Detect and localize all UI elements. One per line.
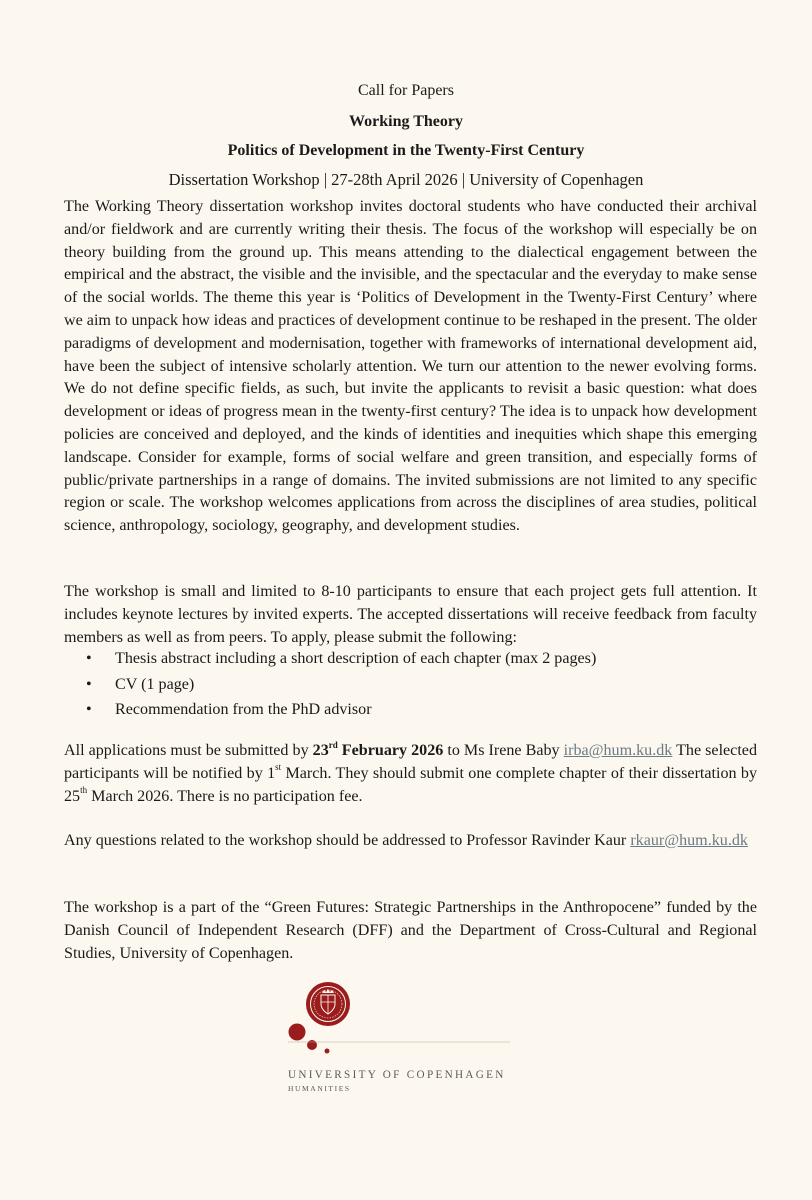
requirements-list bbox=[86, 648, 596, 725]
bullet-icon: • bbox=[86, 675, 92, 693]
faculty-name: HUMANITIES bbox=[288, 1084, 351, 1093]
workshop-details: Dissertation Workshop | 27-28th April 2026 | University of Copenhagen bbox=[168, 170, 644, 189]
university-logo bbox=[280, 980, 520, 1100]
funding-paragraph: The workshop is a part of the “Green Futures: Strategic Partnerships in the Anthropocene” funded by the Danish Council of Independent Research (DFF) and the Department of Cross-Cultural and Regional Studies, University of Copenhagen. bbox=[64, 899, 757, 962]
application-paragraph: The workshop is small and limited to 8-10 participants to ensure that each project gets full attention. It includes keynote lectures by invited experts. The accepted dissertations will receive feedback from faculty members as well as from peers. To apply, please submit the following: bbox=[64, 583, 757, 646]
logo-dot-medium bbox=[307, 1040, 317, 1050]
university-name: UNIVERSITY OF COPENHAGEN bbox=[288, 1069, 506, 1081]
logo-dot-small bbox=[325, 1049, 330, 1054]
list-item: • Thesis abstract including a short description of each chapter (max 2 pages) bbox=[86, 648, 596, 674]
workshop-theme: Politics of Development in the Twenty-First Century bbox=[227, 142, 585, 159]
intro-paragraph: The Working Theory dissertation workshop invites doctoral students who have conducted their archival and/or fieldwork and are currently writing their thesis. The focus of the workshop will especially be on theory building from the ground up. This means attending to the dialectical engagement between the empirical and the abstract, the visible and the invisible, and the spectacular and the everyday to make sense of the social worlds. The theme this year is ‘Politics of Development in the Twenty-First Century’ where we aim to unpack how ideas and practices of development continue to be reshaped in the present. The older paradigms of development and modernisation, together with frameworks of international development aid, have been the subject of intensive scholarly attention. We turn our attention to the newer evolving forms. We do not define specific fields, as such, but invite the applicants to revisit a basic question: what does development or ideas of progress mean in the twenty-first century? The idea is to unpack how development policies are conceived and deployed, and the kinds of identities and inequities which shape this emerging landscape. Consider for example, forms of social welfare and green transition, and especially forms of public/private partnerships in a range of domains. The invited submissions are not limited to any specific region or scale. The workshop welcomes applications from across the disciplines of area studies, political science, anthropology, sociology, geography, and development studies. bbox=[64, 198, 757, 535]
deadline-date: 23rd February 2026 bbox=[312, 739, 444, 759]
list-item: • CV (1 page) bbox=[86, 674, 596, 700]
deadline-paragraph: All applications must be submitted by 23rd February 2026 to Ms Irene Baby irba@hum.ku.dk The selected participants will be notified by 1st March. They should submit one complete chapter of their dissertation by 25th March 2026. There is no participation fee. bbox=[64, 739, 757, 805]
questions-paragraph: Any questions related to the workshop should be addressed to Professor Ravinder Kaur rkaur@hum.ku.dk bbox=[64, 832, 748, 849]
call-for-papers-label: Call for Papers bbox=[358, 82, 454, 99]
workshop-title: Working Theory bbox=[349, 113, 463, 130]
bullet-icon: • bbox=[86, 650, 92, 667]
list-item: • Recommendation from the PhD advisor bbox=[86, 699, 596, 725]
bullet-icon: • bbox=[86, 701, 92, 718]
university-seal-icon bbox=[306, 982, 350, 1026]
contact-email-link[interactable]: irba@hum.ku.dk bbox=[563, 742, 673, 759]
logo-dot-large bbox=[289, 1024, 306, 1041]
professor-email-link[interactable]: rkaur@hum.ku.dk bbox=[630, 832, 748, 849]
